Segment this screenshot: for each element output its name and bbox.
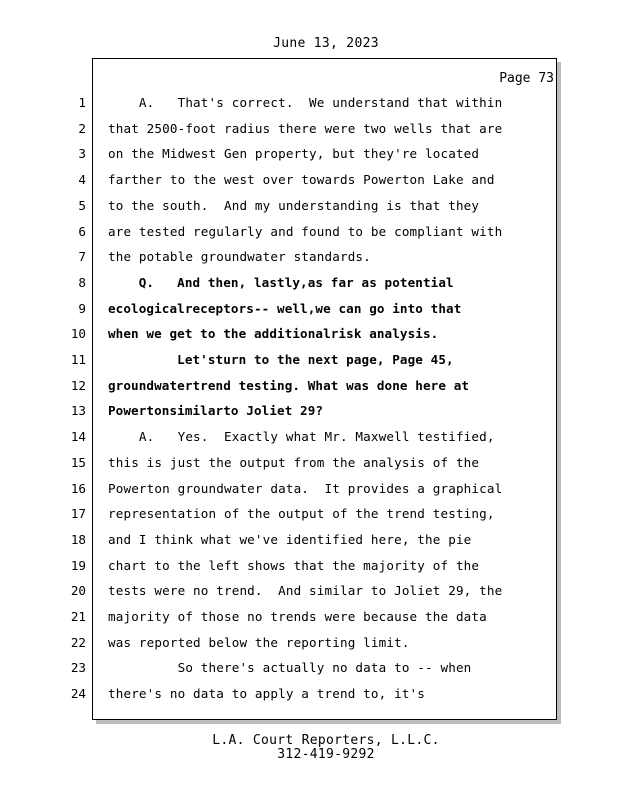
- line-number: 17: [70, 506, 86, 521]
- line-number: 8: [78, 275, 86, 290]
- transcript-line-text: was reported below the reporting limit.: [108, 635, 410, 650]
- transcript-line-text: majority of those no trends were because the data: [108, 609, 487, 624]
- transcript-line-text: So there's actually no data to -- when: [108, 660, 472, 675]
- line-number: 16: [70, 481, 86, 496]
- transcript-line-text: that 2500-foot radius there were two wells that are: [108, 121, 503, 136]
- line-number: 21: [70, 609, 86, 624]
- line-number: 9: [78, 301, 86, 316]
- transcript-line-text: there's no data to apply a trend to, it's: [108, 686, 426, 701]
- transcript-line-text: Powertonsimilarto Joliet 29?: [108, 403, 324, 418]
- line-number: 7: [78, 249, 86, 264]
- transcript-line-text: and I think what we've identified here, the pie: [108, 532, 472, 547]
- line-number: 24: [70, 686, 86, 701]
- line-number: 10: [70, 326, 86, 341]
- transcript-line-text: when we get to the additionalrisk analysis.: [108, 326, 439, 341]
- transcript-line-text: ecologicalreceptors-- well,we can go into that: [108, 301, 462, 316]
- line-number: 6: [78, 224, 86, 239]
- footer-company: L.A. Court Reporters, L.L.C.: [212, 733, 440, 748]
- line-number: 18: [70, 532, 86, 547]
- page-number: Page 73: [499, 71, 554, 86]
- transcript-line-text: Powerton groundwater data. It provides a graphical: [108, 481, 503, 496]
- line-number: 3: [78, 146, 86, 161]
- line-number: 5: [78, 198, 86, 213]
- transcript-line-text: are tested regularly and found to be compliant with: [108, 224, 503, 239]
- transcript-date: June 13, 2023: [273, 36, 379, 51]
- line-number: 15: [70, 455, 86, 470]
- transcript-line-text: this is just the output from the analysis of the: [108, 455, 480, 470]
- line-number: 23: [70, 660, 86, 675]
- transcript-line-text: Q. And then, lastly,as far as potential: [108, 275, 454, 290]
- line-number: 2: [78, 121, 86, 136]
- line-number: 19: [70, 558, 86, 573]
- transcript-line-text: A. Yes. Exactly what Mr. Maxwell testified,: [108, 429, 495, 444]
- transcript-line-text: the potable groundwater standards.: [108, 249, 371, 264]
- line-number: 13: [70, 403, 86, 418]
- transcript-line-text: A. That's correct. We understand that within: [108, 95, 503, 110]
- line-number: 11: [70, 352, 86, 367]
- line-number: 20: [70, 583, 86, 598]
- line-number: 14: [70, 429, 86, 444]
- transcript-line-text: chart to the left shows that the majority of the: [108, 558, 480, 573]
- transcript-line-text: farther to the west over towards Powerton Lake and: [108, 172, 495, 187]
- transcript-line-text: Let'sturn to the next page, Page 45,: [108, 352, 454, 367]
- transcript-line-text: on the Midwest Gen property, but they're located: [108, 146, 480, 161]
- footer-phone: 312-419-9292: [277, 747, 375, 762]
- transcript-line-text: groundwatertrend testing. What was done here at: [108, 378, 470, 393]
- transcript-line-text: representation of the output of the trend testing,: [108, 506, 495, 521]
- line-number: 22: [70, 635, 86, 650]
- line-number: 12: [70, 378, 86, 393]
- transcript-line-text: to the south. And my understanding is that they: [108, 198, 480, 213]
- line-number: 4: [78, 172, 86, 187]
- transcript-line-text: tests were no trend. And similar to Joliet 29, the: [108, 583, 503, 598]
- line-number: 1: [78, 95, 86, 110]
